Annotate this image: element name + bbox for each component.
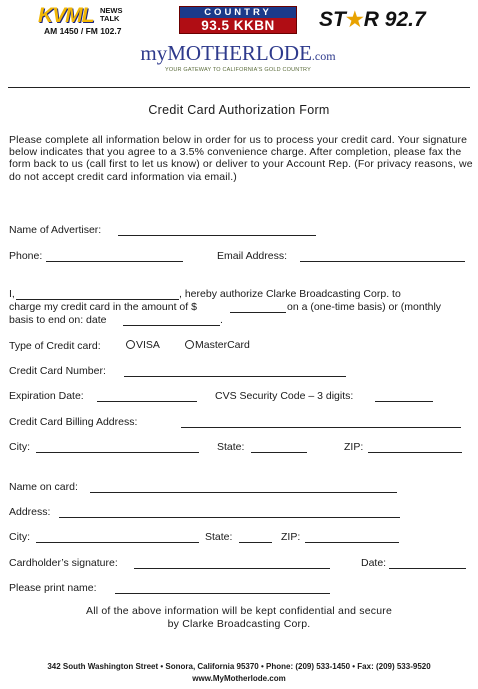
state-field[interactable] bbox=[239, 542, 272, 543]
card-type-label: Type of Credit card: bbox=[9, 340, 101, 352]
billing-city-field[interactable] bbox=[36, 452, 199, 453]
kvml-logo-frequency: AM 1450 / FM 102.7 bbox=[44, 26, 122, 36]
confidentiality-note-line1: All of the above information will be kept confidential and secure bbox=[85, 605, 392, 617]
star-icon: ★ bbox=[345, 9, 364, 31]
city-field[interactable] bbox=[36, 542, 199, 543]
auth-line1-text: , hereby authorize Clarke Broadcasting Corp. to bbox=[179, 288, 401, 300]
city-label: City: bbox=[9, 531, 30, 543]
auth-line2-text: charge my credit card in the amount of $ bbox=[9, 301, 197, 313]
expiration-field[interactable] bbox=[97, 401, 197, 402]
visa-radio[interactable] bbox=[126, 340, 135, 349]
intro-paragraph: Please complete all information below in order for us to process your credit card. Your signature below indicates that you agree to a 3.5% convenience charge. After completion, please fax the form back to us (call first to let us know) or deliver to your Account Rep. (For privacy reasons, we do not accept credit card information via email.) bbox=[9, 134, 473, 183]
date-label: Date: bbox=[361, 557, 387, 569]
end-date-field[interactable] bbox=[123, 325, 220, 326]
kvml-logo bbox=[38, 6, 138, 36]
kvml-logo-name: KVML bbox=[38, 4, 94, 27]
billing-state-field[interactable] bbox=[251, 452, 307, 453]
auth-line2-text-end: on a (one-time basis) or (monthly bbox=[287, 301, 442, 313]
mymotherlode-logo-my: my bbox=[140, 41, 168, 65]
star-logo bbox=[319, 8, 426, 34]
card-number-field[interactable] bbox=[124, 376, 346, 377]
authorizer-name-field[interactable] bbox=[16, 299, 179, 300]
name-on-card-field[interactable] bbox=[90, 492, 397, 493]
footer-address: 342 South Washington Street • Sonora, California 95370 • Phone: (209) 533-1450 • Fax: (209) 533-9520 bbox=[47, 662, 431, 671]
kkbn-logo-bottom: 93.5 KKBN bbox=[201, 18, 275, 33]
billing-zip-field[interactable] bbox=[368, 452, 462, 453]
print-name-field[interactable] bbox=[115, 593, 330, 594]
billing-address-field[interactable] bbox=[181, 427, 461, 428]
cvs-field[interactable] bbox=[375, 401, 433, 402]
confidentiality-note-line2: by Clarke Broadcasting Corp. bbox=[167, 618, 311, 630]
star-logo-post: R 92.7 bbox=[363, 8, 426, 31]
mastercard-option[interactable] bbox=[185, 339, 250, 351]
visa-label: VISA bbox=[136, 339, 160, 351]
footer-website[interactable]: www.MyMotherlode.com bbox=[192, 674, 286, 683]
zip-field[interactable] bbox=[305, 542, 399, 543]
state-label: State: bbox=[205, 531, 233, 543]
kkbn-logo bbox=[179, 6, 297, 34]
signature-label: Cardholder’s signature: bbox=[9, 557, 118, 569]
address-label: Address: bbox=[9, 506, 51, 518]
mymotherlode-logo-name: MOTHERLODE bbox=[167, 41, 312, 65]
cvs-label: CVS Security Code – 3 digits: bbox=[215, 390, 354, 402]
billing-address-label: Credit Card Billing Address: bbox=[9, 416, 138, 428]
phone-label: Phone: bbox=[9, 250, 43, 262]
header-divider bbox=[8, 87, 470, 88]
star-logo-pre: ST bbox=[319, 8, 346, 31]
zip-label: ZIP: bbox=[281, 531, 301, 543]
card-number-label: Credit Card Number: bbox=[9, 365, 106, 377]
form-title: Credit Card Authorization Form bbox=[148, 103, 330, 117]
mymotherlode-logo-com: .com bbox=[311, 49, 336, 63]
kvml-logo-tag: NEWS TALK bbox=[100, 6, 123, 23]
footer bbox=[0, 661, 478, 685]
billing-city-label: City: bbox=[9, 441, 30, 453]
billing-state-label: State: bbox=[217, 441, 245, 453]
auth-line3-text: basis to end on: date bbox=[9, 314, 107, 326]
mymotherlode-logo-tagline: YOUR GATEWAY TO CALIFORNIA'S GOLD COUNTRY bbox=[165, 67, 311, 73]
billing-zip-label: ZIP: bbox=[344, 441, 364, 453]
expiration-label: Expiration Date: bbox=[9, 390, 84, 402]
kkbn-logo-top: COUNTRY bbox=[180, 7, 296, 18]
mastercard-label: MasterCard bbox=[195, 339, 250, 351]
auth-i-label: I, bbox=[9, 288, 15, 300]
advertiser-field[interactable] bbox=[118, 235, 316, 236]
name-on-card-label: Name on card: bbox=[9, 481, 78, 493]
email-label: Email Address: bbox=[217, 250, 288, 262]
visa-option[interactable] bbox=[126, 339, 160, 351]
phone-field[interactable] bbox=[46, 261, 183, 262]
print-name-label: Please print name: bbox=[9, 582, 97, 594]
address-field[interactable] bbox=[59, 517, 400, 518]
advertiser-label: Name of Advertiser: bbox=[9, 224, 102, 236]
auth-line3-period: . bbox=[220, 314, 223, 326]
mymotherlode-logo bbox=[140, 42, 336, 76]
signature-field[interactable] bbox=[134, 568, 330, 569]
date-field[interactable] bbox=[389, 568, 466, 569]
mastercard-radio[interactable] bbox=[185, 340, 194, 349]
confidentiality-note bbox=[0, 605, 478, 631]
amount-field[interactable] bbox=[230, 312, 286, 313]
email-field[interactable] bbox=[300, 261, 465, 262]
